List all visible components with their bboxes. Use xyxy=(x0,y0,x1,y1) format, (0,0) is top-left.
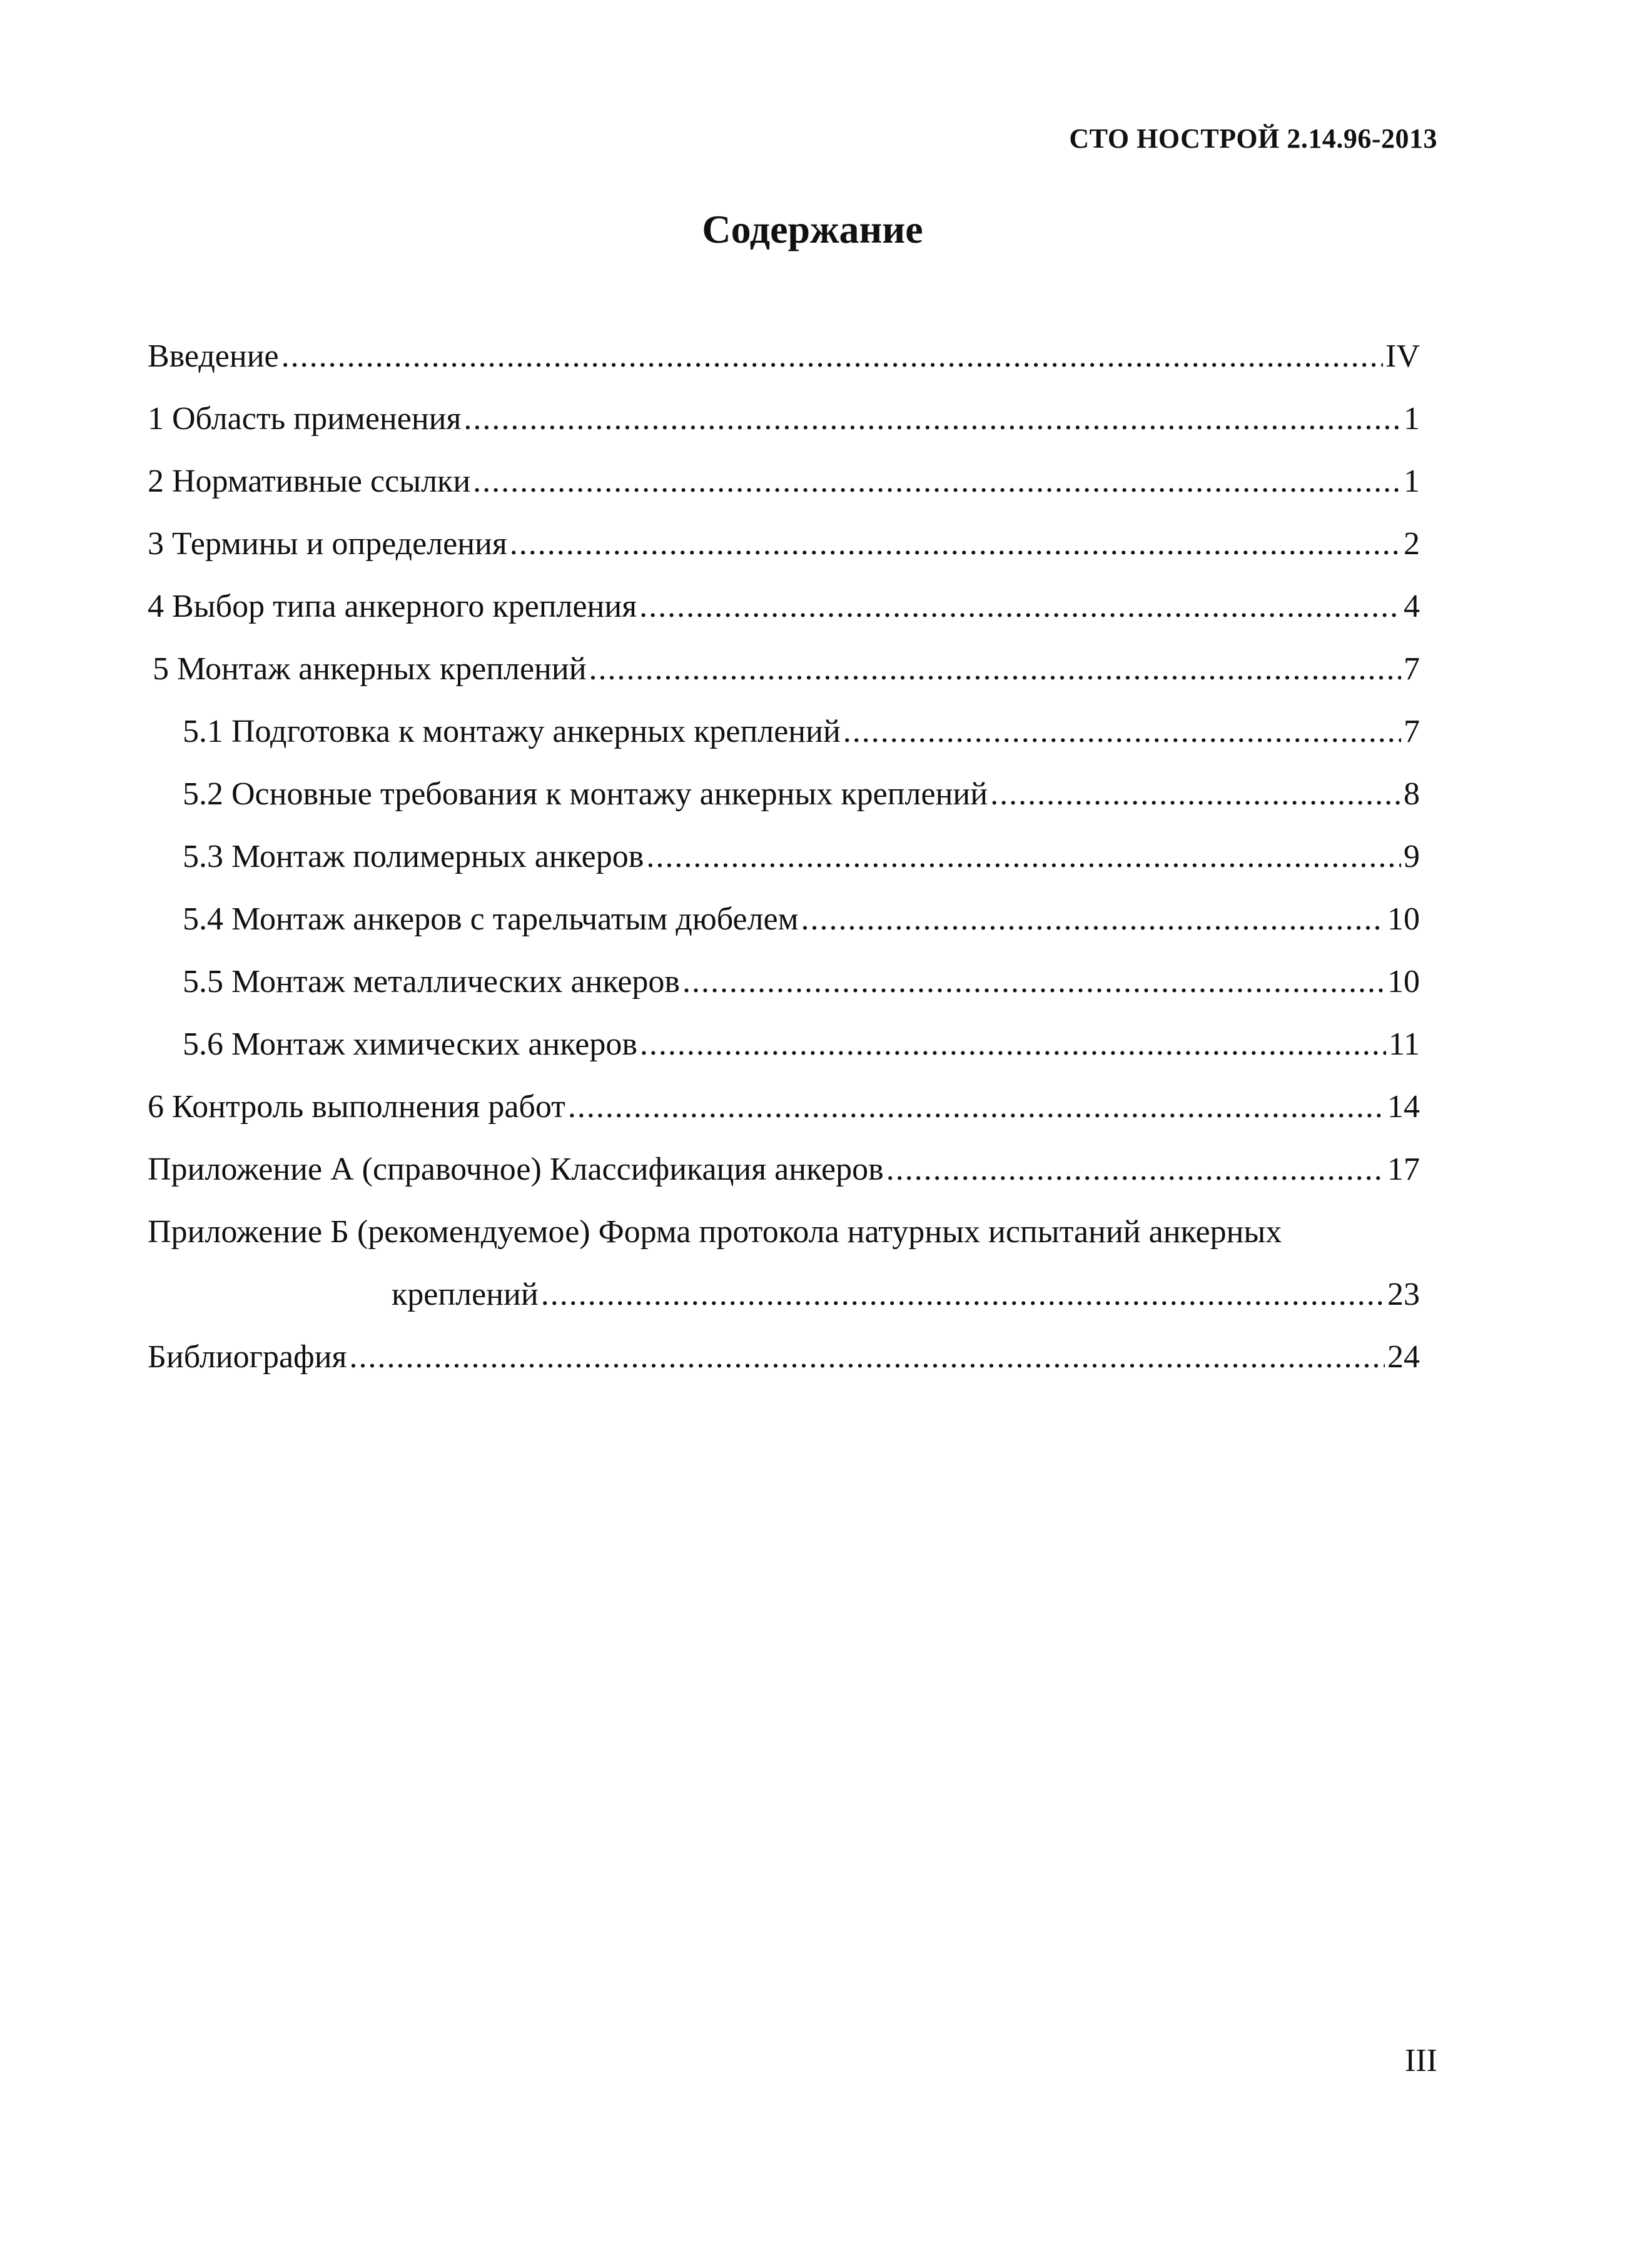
toc-entry-label: 4 Выбор типа анкерного крепления xyxy=(148,589,637,624)
toc-dot-leader xyxy=(646,826,1401,888)
toc-entry-5-5[interactable] xyxy=(148,951,1420,1013)
toc-entry-label: Приложение Б (рекомендуемое) Форма протокола натурных испытаний анкерных xyxy=(148,1214,1282,1250)
toc-dot-leader xyxy=(843,701,1401,763)
toc-dot-leader xyxy=(639,575,1401,638)
toc-entry-introduction[interactable] xyxy=(148,325,1420,388)
toc-entry-page: 1 xyxy=(1404,463,1420,499)
toc-entry-page: 2 xyxy=(1404,526,1420,562)
toc-dot-leader xyxy=(682,951,1385,1013)
toc-entry-page: 9 xyxy=(1404,839,1420,874)
toc-dot-leader xyxy=(589,638,1401,701)
toc-entry-6[interactable] xyxy=(148,1076,1420,1138)
toc-dot-leader xyxy=(568,1076,1385,1138)
toc-entry-5[interactable] xyxy=(148,638,1420,701)
toc-entry-page: 24 xyxy=(1387,1339,1420,1375)
toc-entry-label: 2 Нормативные ссылки xyxy=(148,463,471,499)
toc-entry-2[interactable] xyxy=(148,450,1420,513)
toc-entry-page: 1 xyxy=(1404,401,1420,437)
toc-entry-page: 10 xyxy=(1387,901,1420,937)
toc-entry-page: 7 xyxy=(1404,714,1420,749)
toc-entry-label: 5 Монтаж анкерных креплений xyxy=(153,651,587,687)
toc-entry-label: 5.3 Монтаж полимерных анкеров xyxy=(183,839,644,874)
toc-entry-5-2[interactable] xyxy=(148,763,1420,826)
toc-entry-5-4[interactable] xyxy=(148,888,1420,951)
toc-entry-page: IV xyxy=(1385,338,1420,374)
toc-entry-page: 10 xyxy=(1387,964,1420,1000)
toc-dot-leader xyxy=(473,450,1401,513)
toc-entry-label-continuation: креплений xyxy=(392,1277,539,1312)
toc-entry-label: Введение xyxy=(148,338,279,374)
toc-dot-leader xyxy=(463,388,1401,450)
toc-entry-5-3[interactable] xyxy=(148,826,1420,888)
toc-entry-page: 17 xyxy=(1387,1152,1420,1187)
toc-entry-label: 6 Контроль выполнения работ xyxy=(148,1089,565,1125)
toc-entry-page: 8 xyxy=(1404,776,1420,812)
toc-entry-5-6[interactable] xyxy=(148,1013,1420,1076)
toc-entry-page: 14 xyxy=(1387,1089,1420,1125)
toc-entry-label: 5.4 Монтаж анкеров с тарельчатым дюбелем xyxy=(183,901,799,937)
toc-entry-page: 23 xyxy=(1387,1277,1420,1312)
toc-entry-label: 5.2 Основные требования к монтажу анкерных креплений xyxy=(183,776,988,812)
document-code: СТО НОСТРОЙ 2.14.96-2013 xyxy=(1069,123,1437,154)
toc-entry-appendix-a[interactable] xyxy=(148,1138,1420,1201)
page-number: III xyxy=(1405,2043,1437,2078)
toc-entry-page: 4 xyxy=(1404,589,1420,624)
toc-entry-label: 3 Термины и определения xyxy=(148,526,507,562)
toc-dot-leader xyxy=(990,763,1401,826)
toc-entry-appendix-b-continuation[interactable] xyxy=(148,1263,1420,1326)
toc-entry-page: 7 xyxy=(1404,651,1420,687)
toc-entry-label: 5.5 Монтаж металлических анкеров xyxy=(183,964,680,1000)
toc-entry-appendix-b[interactable] xyxy=(148,1201,1420,1263)
toc-entry-bibliography[interactable] xyxy=(148,1326,1420,1389)
toc-entry-label: 5.1 Подготовка к монтажу анкерных креплений xyxy=(183,714,841,749)
toc-dot-leader xyxy=(541,1263,1385,1326)
toc-entry-1[interactable] xyxy=(148,388,1420,450)
toc-dot-leader xyxy=(640,1013,1386,1076)
toc-dot-leader xyxy=(281,325,1384,388)
page-title: Содержание xyxy=(702,207,923,251)
toc-entry-label: 5.6 Монтаж химических анкеров xyxy=(183,1026,637,1062)
toc-entry-label: Приложение А (справочное) Классификация анкеров xyxy=(148,1152,884,1187)
toc-entry-page: 11 xyxy=(1388,1026,1420,1062)
toc-entry-5-1[interactable] xyxy=(148,701,1420,763)
toc-entry-4[interactable] xyxy=(148,575,1420,638)
toc-dot-leader xyxy=(886,1138,1385,1201)
toc-dot-leader xyxy=(510,513,1401,575)
toc-entry-label: Библиография xyxy=(148,1339,347,1375)
toc-dot-leader xyxy=(801,888,1385,951)
toc-dot-leader xyxy=(349,1326,1385,1389)
table-of-contents xyxy=(148,325,1420,1389)
toc-entry-label: 1 Область применения xyxy=(148,401,462,437)
toc-entry-3[interactable] xyxy=(148,513,1420,575)
